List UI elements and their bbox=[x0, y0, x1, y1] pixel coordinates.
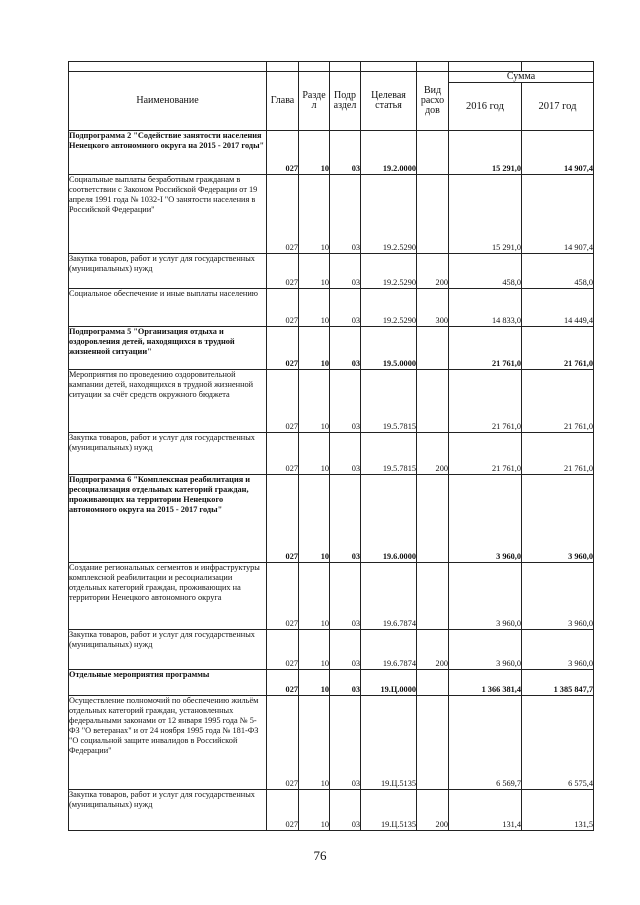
row-name: Подпрограмма 5 "Организация отдыха и оздоровления детей, находящихся в трудной жизненной ситуации" bbox=[69, 327, 267, 370]
row-podrazdel: 03 bbox=[330, 327, 361, 370]
header-summa: Сумма bbox=[449, 72, 594, 83]
row-amount-2016: 21 761,0 bbox=[449, 370, 522, 433]
row-podrazdel: 03 bbox=[330, 670, 361, 696]
row-podrazdel: 03 bbox=[330, 433, 361, 475]
row-celevaya: 19.5.0000 bbox=[361, 327, 417, 370]
table-body bbox=[69, 131, 594, 831]
row-glava: 027 bbox=[267, 563, 299, 630]
row-amount-2017: 14 449,4 bbox=[522, 289, 594, 327]
header-podrazdel: Подр аздел bbox=[330, 72, 361, 131]
header-sum-row bbox=[69, 72, 594, 83]
row-vid: 200 bbox=[417, 254, 449, 289]
row-name: Социальное обеспечение и иные выплаты населению bbox=[69, 289, 267, 327]
row-amount-2017: 458,0 bbox=[522, 254, 594, 289]
row-name: Закупка товаров, работ и услуг для государственных (муниципальных) нужд bbox=[69, 254, 267, 289]
row-name: Закупка товаров, работ и услуг для государственных (муниципальных) нужд bbox=[69, 630, 267, 670]
row-glava: 027 bbox=[267, 327, 299, 370]
row-vid bbox=[417, 370, 449, 433]
row-amount-2016: 15 291,0 bbox=[449, 131, 522, 175]
row-amount-2016: 3 960,0 bbox=[449, 475, 522, 563]
row-amount-2017: 14 907,4 bbox=[522, 131, 594, 175]
header-blank-row bbox=[69, 62, 594, 72]
row-podrazdel: 03 bbox=[330, 563, 361, 630]
row-name: Мероприятия по проведению оздоровительной кампании детей, находящихся в трудной жизненной ситуации за счёт средств окружного бюджета bbox=[69, 370, 267, 433]
row-razdel: 10 bbox=[299, 630, 330, 670]
row-razdel: 10 bbox=[299, 370, 330, 433]
row-name: Закупка товаров, работ и услуг для государственных (муниципальных) нужд bbox=[69, 433, 267, 475]
row-podrazdel: 03 bbox=[330, 790, 361, 831]
row-glava: 027 bbox=[267, 289, 299, 327]
row-vid: 300 bbox=[417, 289, 449, 327]
row-name: Закупка товаров, работ и услуг для государственных (муниципальных) нужд bbox=[69, 790, 267, 831]
header-2017: 2017 год bbox=[522, 83, 594, 131]
row-amount-2017: 3 960,0 bbox=[522, 475, 594, 563]
row-amount-2017: 3 960,0 bbox=[522, 563, 594, 630]
row-razdel: 10 bbox=[299, 563, 330, 630]
table-row bbox=[69, 696, 594, 790]
row-glava: 027 bbox=[267, 131, 299, 175]
row-celevaya: 19.2.5290 bbox=[361, 175, 417, 254]
budget-table bbox=[68, 61, 594, 831]
header-celevaya: Целевая статья bbox=[361, 72, 417, 131]
row-amount-2016: 3 960,0 bbox=[449, 563, 522, 630]
row-podrazdel: 03 bbox=[330, 289, 361, 327]
row-celevaya: 19.2.5290 bbox=[361, 254, 417, 289]
row-celevaya: 19.Ц.5135 bbox=[361, 696, 417, 790]
row-razdel: 10 bbox=[299, 790, 330, 831]
table-row bbox=[69, 289, 594, 327]
header-glava: Глава bbox=[267, 72, 299, 131]
row-celevaya: 19.5.7815 bbox=[361, 370, 417, 433]
row-celevaya: 19.6.0000 bbox=[361, 475, 417, 563]
row-vid bbox=[417, 696, 449, 790]
row-amount-2017: 131,5 bbox=[522, 790, 594, 831]
row-celevaya: 19.6.7874 bbox=[361, 630, 417, 670]
header-2016: 2016 год bbox=[449, 83, 522, 131]
row-razdel: 10 bbox=[299, 475, 330, 563]
header-vid: Вид расхо дов bbox=[417, 72, 449, 131]
row-podrazdel: 03 bbox=[330, 370, 361, 433]
table-row bbox=[69, 630, 594, 670]
row-razdel: 10 bbox=[299, 670, 330, 696]
row-glava: 027 bbox=[267, 254, 299, 289]
table-row bbox=[69, 254, 594, 289]
header-razdel: Разде л bbox=[299, 72, 330, 131]
row-amount-2017: 6 575,4 bbox=[522, 696, 594, 790]
row-razdel: 10 bbox=[299, 289, 330, 327]
row-glava: 027 bbox=[267, 370, 299, 433]
row-amount-2016: 21 761,0 bbox=[449, 433, 522, 475]
row-podrazdel: 03 bbox=[330, 630, 361, 670]
row-vid bbox=[417, 175, 449, 254]
table-row bbox=[69, 370, 594, 433]
row-glava: 027 bbox=[267, 475, 299, 563]
row-amount-2016: 15 291,0 bbox=[449, 175, 522, 254]
row-vid bbox=[417, 563, 449, 630]
row-razdel: 10 bbox=[299, 254, 330, 289]
row-vid bbox=[417, 131, 449, 175]
row-vid bbox=[417, 670, 449, 696]
row-glava: 027 bbox=[267, 790, 299, 831]
row-razdel: 10 bbox=[299, 131, 330, 175]
row-razdel: 10 bbox=[299, 696, 330, 790]
table-row bbox=[69, 670, 594, 696]
table-row bbox=[69, 175, 594, 254]
table-row bbox=[69, 563, 594, 630]
table-row bbox=[69, 131, 594, 175]
row-glava: 027 bbox=[267, 433, 299, 475]
row-name: Отдельные мероприятия программы bbox=[69, 670, 267, 696]
row-name: Подпрограмма 6 "Комплексная реабилитация и ресоциализация отдельных категорий граждан, проживающих на территории Ненецкого автономного округа на 2015 - 2017 годы" bbox=[69, 475, 267, 563]
row-name: Подпрограмма 2 "Содействие занятости населения Ненецкого автономного округа на 2015 - 2017 годы" bbox=[69, 131, 267, 175]
row-podrazdel: 03 bbox=[330, 696, 361, 790]
header-name: Наименование bbox=[69, 72, 267, 131]
row-podrazdel: 03 bbox=[330, 131, 361, 175]
row-amount-2017: 14 907,4 bbox=[522, 175, 594, 254]
row-podrazdel: 03 bbox=[330, 254, 361, 289]
row-razdel: 10 bbox=[299, 433, 330, 475]
row-celevaya: 19.2.0000 bbox=[361, 131, 417, 175]
row-podrazdel: 03 bbox=[330, 475, 361, 563]
row-vid: 200 bbox=[417, 790, 449, 831]
page-number: 76 bbox=[313, 848, 327, 863]
row-celevaya: 19.5.7815 bbox=[361, 433, 417, 475]
row-razdel: 10 bbox=[299, 327, 330, 370]
row-razdel: 10 bbox=[299, 175, 330, 254]
row-podrazdel: 03 bbox=[330, 175, 361, 254]
row-celevaya: 19.Ц.5135 bbox=[361, 790, 417, 831]
row-amount-2017: 1 385 847,7 bbox=[522, 670, 594, 696]
row-vid: 200 bbox=[417, 630, 449, 670]
row-vid: 200 bbox=[417, 433, 449, 475]
row-amount-2016: 21 761,0 bbox=[449, 327, 522, 370]
row-name: Осуществление полномочий по обеспечению жильём отдельных категорий граждан, установленных федеральными законами от 12 января 1995 года № 5-ФЗ "О ветеранах" и от 24 ноября 1995 года № 181-ФЗ "О социальной защите инвалидов в Российской Федерации" bbox=[69, 696, 267, 790]
row-amount-2017: 3 960,0 bbox=[522, 630, 594, 670]
table-row bbox=[69, 327, 594, 370]
table-row bbox=[69, 475, 594, 563]
row-amount-2016: 6 569,7 bbox=[449, 696, 522, 790]
row-amount-2017: 21 761,0 bbox=[522, 433, 594, 475]
table-row bbox=[69, 790, 594, 831]
table-row bbox=[69, 433, 594, 475]
row-amount-2017: 21 761,0 bbox=[522, 370, 594, 433]
row-glava: 027 bbox=[267, 670, 299, 696]
row-amount-2017: 21 761,0 bbox=[522, 327, 594, 370]
row-amount-2016: 131,4 bbox=[449, 790, 522, 831]
row-amount-2016: 14 833,0 bbox=[449, 289, 522, 327]
row-celevaya: 19.6.7874 bbox=[361, 563, 417, 630]
row-name: Создание региональных сегментов и инфраструктуры комплексной реабилитации и ресоциализации отдельных категорий граждан, проживающих на территории Ненецкого автономного округа bbox=[69, 563, 267, 630]
row-amount-2016: 458,0 bbox=[449, 254, 522, 289]
row-name: Социальные выплаты безработным гражданам в соответствии с Законом Российской Федерации от 19 апреля 1991 года № 1032-I "О занятости населения в Российской Федерации" bbox=[69, 175, 267, 254]
row-amount-2016: 3 960,0 bbox=[449, 630, 522, 670]
row-amount-2016: 1 366 381,4 bbox=[449, 670, 522, 696]
row-glava: 027 bbox=[267, 175, 299, 254]
row-glava: 027 bbox=[267, 696, 299, 790]
row-celevaya: 19.2.5290 bbox=[361, 289, 417, 327]
row-celevaya: 19.Ц.0000 bbox=[361, 670, 417, 696]
row-vid bbox=[417, 475, 449, 563]
row-vid bbox=[417, 327, 449, 370]
row-glava: 027 bbox=[267, 630, 299, 670]
